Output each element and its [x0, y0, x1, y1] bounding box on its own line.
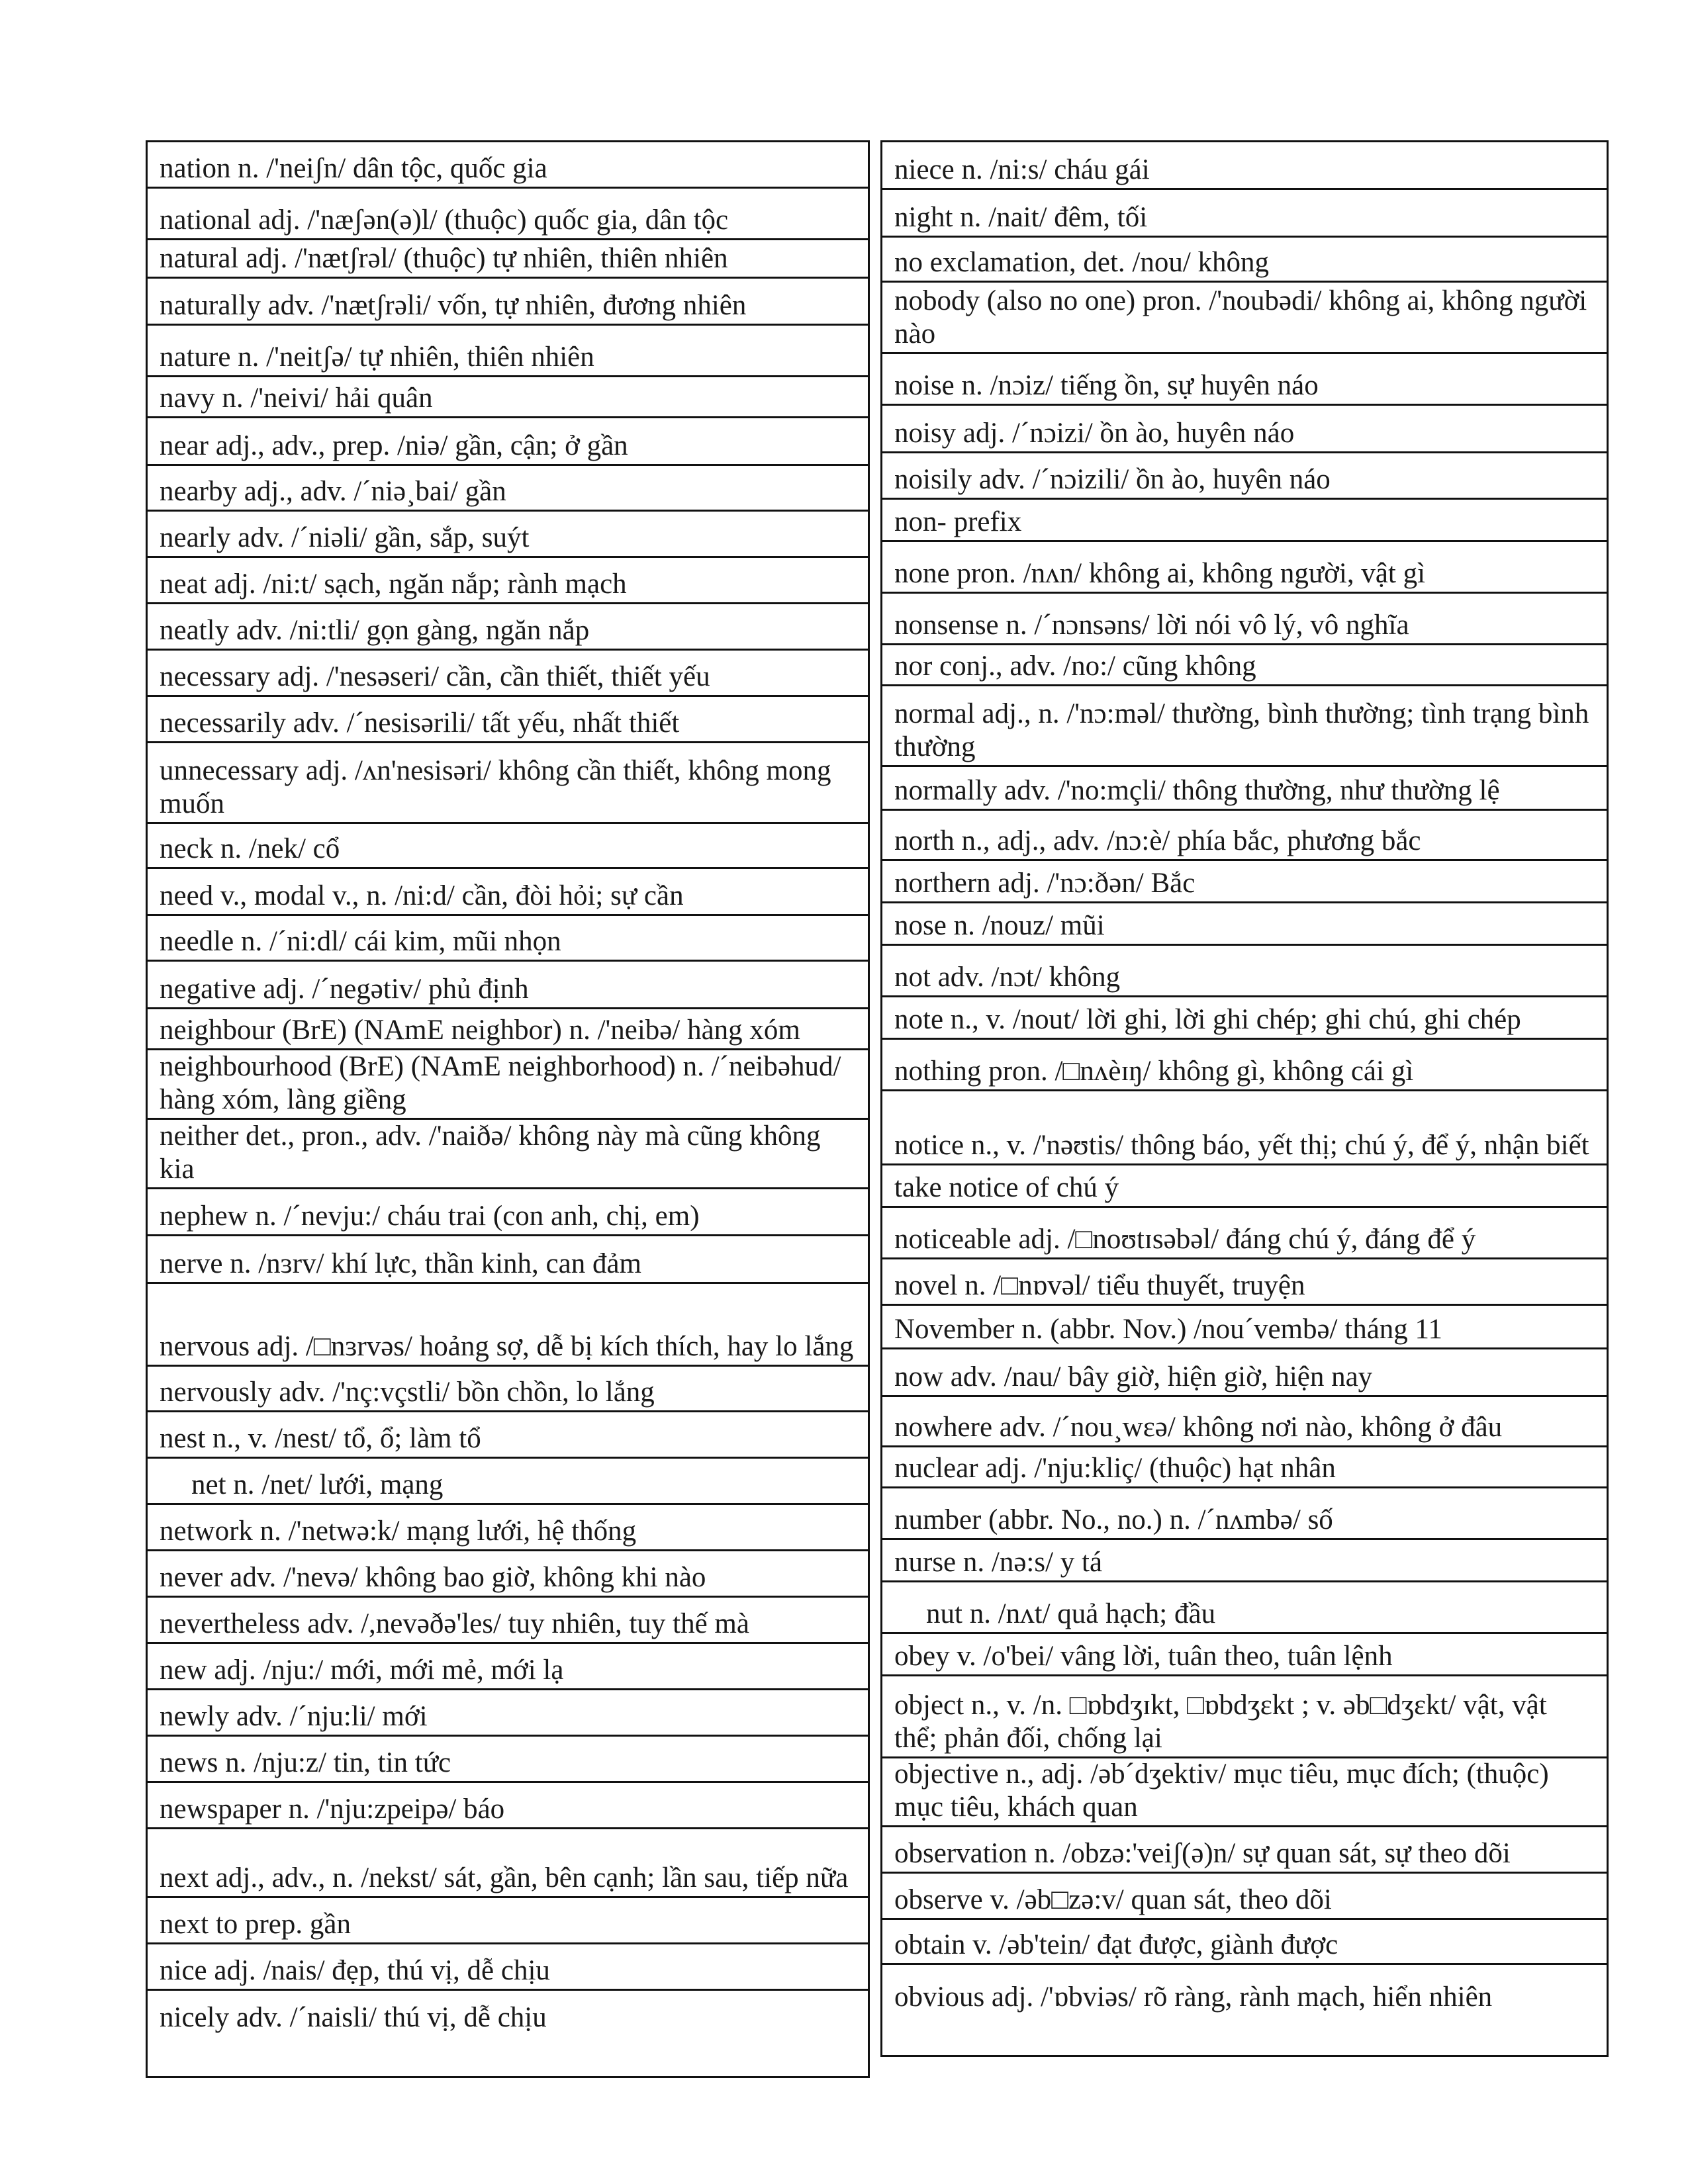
list-item — [882, 1920, 1607, 1965]
list-item — [882, 1758, 1607, 1827]
list-item — [882, 1165, 1607, 1208]
entry-text: normal adj., n. /'nɔ:məl/ thường, bình thường; tình trạng bình thường — [894, 698, 1589, 762]
list-item — [148, 558, 868, 604]
list-item — [148, 377, 868, 418]
entry-text: noticeable adj. /□noʊtɪsəbəl/ đáng chú ý, đáng để ý — [894, 1224, 1476, 1255]
entry-text: November n. (abbr. Nov.) /nou´vembə/ tháng 11 — [894, 1314, 1442, 1345]
list-item — [882, 1874, 1607, 1920]
list-item — [148, 240, 868, 279]
list-item — [148, 1829, 868, 1898]
list-item — [148, 1505, 868, 1551]
entry-text: neat adj. /ni:t/ sạch, ngăn nắp; rành mạch — [160, 569, 627, 600]
list-item — [882, 354, 1607, 406]
right-column — [880, 140, 1609, 2057]
entry-text: nonsense n. /´nɔnsəns/ lời nói vô lý, vô nghĩa — [894, 610, 1409, 641]
entry-text: navy n. /'neivi/ hải quân — [160, 383, 433, 414]
entry-text: negative adj. /´negətiv/ phủ định — [160, 974, 529, 1005]
list-item — [148, 962, 868, 1009]
list-item — [882, 1488, 1607, 1540]
list-item — [882, 903, 1607, 946]
list-item — [148, 1009, 868, 1050]
list-item — [148, 1236, 868, 1284]
entry-text: take notice of chú ý — [894, 1172, 1119, 1203]
entry-text: noise n. /nɔiz/ tiếng ồn, sự huyên náo — [894, 370, 1319, 401]
list-item — [148, 189, 868, 240]
list-item — [148, 824, 868, 869]
list-item — [148, 1737, 868, 1783]
entry-text: nevertheless adv. /,nevəðə'les/ tuy nhiên, tuy thế mà — [160, 1608, 749, 1639]
list-item — [882, 1040, 1607, 1091]
list-item — [882, 190, 1607, 238]
entry-text: next adj., adv., n. /nekst/ sát, gần, bên cạnh; lần sau, tiếp nữa — [160, 1862, 849, 1893]
entry-text: news n. /nju:z/ tin, tin tức — [160, 1747, 451, 1778]
list-item — [148, 1898, 868, 1944]
list-item — [882, 1349, 1607, 1397]
entry-text: network n. /'netwə:k/ mạng lưới, hệ thống — [160, 1516, 637, 1547]
entry-text: neatly adv. /ni:tli/ gọn gàng, ngăn nắp — [160, 615, 590, 646]
list-item — [882, 1397, 1607, 1447]
entry-text: neither det., pron., adv. /'naiðə/ không này mà cũng không kia — [160, 1120, 821, 1185]
list-item — [882, 1091, 1607, 1165]
entry-text: objective n., adj. /əb´dʒektiv/ mục tiêu, mục đích; (thuộc) mục tiêu, khách quan — [894, 1758, 1549, 1823]
entry-text: nest n., v. /nest/ tổ, ổ; làm tổ — [160, 1423, 481, 1454]
list-item — [148, 697, 868, 743]
entry-text: nurse n. /nə:s/ y tá — [894, 1547, 1103, 1578]
entry-text: obvious adj. /'ɒbviəs/ rõ ràng, rành mạch, hiển nhiên — [894, 1981, 1493, 2013]
list-item — [148, 1944, 868, 1991]
entry-text: necessarily adv. /´nesisərili/ tất yếu, nhất thiết — [160, 707, 680, 739]
list-item — [882, 686, 1607, 767]
list-item — [882, 453, 1607, 500]
list-item — [882, 594, 1607, 645]
entry-text: nose n. /nouz/ mũi — [894, 910, 1105, 941]
list-item — [882, 1447, 1607, 1488]
entry-text: noisy adj. /´nɔizi/ ồn ào, huyên náo — [894, 418, 1295, 449]
entry-text: north n., adj., adv. /nɔ:è/ phía bắc, phương bắc — [894, 825, 1421, 856]
list-item — [882, 1827, 1607, 1874]
list-item — [148, 743, 868, 824]
list-item — [148, 651, 868, 697]
entry-text: naturally adv. /'nætʃrəli/ vốn, tự nhiên, đương nhiên — [160, 290, 747, 321]
entry-text: nut n. /nʌt/ quả hạch; đầu — [926, 1598, 1216, 1629]
list-item — [148, 279, 868, 326]
entry-text: notice n., v. /'nəʊtis/ thông báo, yết thị; chú ý, để ý, nhận biết — [894, 1130, 1589, 1161]
entry-text: net n. /net/ lưới, mạng — [191, 1469, 444, 1500]
list-item — [882, 542, 1607, 594]
entry-text: nicely adv. /´naisli/ thú vị, dễ chịu — [160, 2002, 547, 2033]
entry-text: nation n. /'neiʃn/ dân tộc, quốc gia — [160, 153, 547, 184]
list-item — [148, 916, 868, 962]
list-item — [148, 1598, 868, 1644]
entry-text: nervously adv. /'nç:vçstli/ bồn chồn, lo lắng — [160, 1377, 655, 1408]
entry-text: never adv. /'nevə/ không bao giờ, không khi nào — [160, 1562, 706, 1593]
list-item — [148, 1412, 868, 1459]
entry-text: nuclear adj. /'nju:kliç/ (thuộc) hạt nhân — [894, 1453, 1336, 1484]
list-item — [148, 512, 868, 558]
entry-text: non- prefix — [894, 506, 1022, 537]
entry-text: nearly adv. /´niəli/ gần, sắp, suýt — [160, 522, 530, 553]
list-item — [882, 1676, 1607, 1758]
list-item — [148, 1120, 868, 1189]
list-item — [882, 1259, 1607, 1306]
list-item — [882, 645, 1607, 686]
list-item — [882, 283, 1607, 354]
entry-text: note n., v. /nout/ lời ghi, lời ghi chép; ghi chú, ghi chép — [894, 1004, 1521, 1035]
entry-text: niece n. /ni:s/ cháu gái — [894, 154, 1150, 185]
entry-text: object n., v. /n. □ɒbdʒɪkt, □ɒbdʒɛkt ; v. əb□dʒɛkt/ vật, vật thể; phản đối, chống lại — [894, 1690, 1547, 1754]
list-item — [148, 418, 868, 466]
entry-text: nor conj., adv. /no:/ cũng không — [894, 651, 1256, 682]
entry-text: nothing pron. /□nʌèɪŋ/ không gì, không cái gì — [894, 1056, 1414, 1087]
entry-text: newly adv. /´nju:li/ mới — [160, 1701, 428, 1732]
entry-text: not adv. /nɔt/ không — [894, 962, 1121, 993]
list-item — [148, 1783, 868, 1829]
entry-text: unnecessary adj. /ʌn'nesisəri/ không cần thiết, không mong muốn — [160, 755, 831, 819]
list-item — [148, 604, 868, 651]
list-item — [148, 142, 868, 189]
entry-text: noisily adv. /´nɔizili/ ồn ào, huyên náo — [894, 464, 1331, 495]
list-item — [148, 1690, 868, 1737]
list-item — [882, 500, 1607, 542]
list-item — [148, 1991, 868, 2036]
left-column — [146, 140, 870, 2078]
list-item — [882, 1582, 1607, 1634]
entry-text: none pron. /nʌn/ không ai, không người, vật gì — [894, 558, 1426, 589]
entry-text: observe v. /əb□zə:v/ quan sát, theo dõi — [894, 1884, 1332, 1915]
list-item — [882, 1634, 1607, 1676]
list-item — [148, 1189, 868, 1236]
list-item — [882, 767, 1607, 811]
list-item — [882, 1965, 1607, 2015]
entry-text: neighbourhood (BrE) (NAmE neighborhood) n. /´neibəhud/ hàng xóm, làng giềng — [160, 1051, 841, 1115]
entry-text: nervous adj. /□nɜrvəs/ hoảng sợ, dễ bị kích thích, hay lo lắng — [160, 1331, 854, 1362]
list-item — [882, 861, 1607, 903]
entry-text: neck n. /nek/ cổ — [160, 833, 340, 864]
list-item — [882, 406, 1607, 453]
entry-text: neighbour (BrE) (NAmE neighbor) n. /'neibə/ hàng xóm — [160, 1015, 800, 1046]
entry-text: obey v. /o'bei/ vâng lời, tuân theo, tuân lệnh — [894, 1641, 1393, 1672]
entry-text: nowhere adv. /´nou¸wɛə/ không nơi nào, không ở đâu — [894, 1412, 1503, 1443]
list-item — [148, 466, 868, 512]
entry-text: next to prep. gần — [160, 1909, 351, 1940]
entry-text: new adj. /nju:/ mới, mới mẻ, mới lạ — [160, 1655, 564, 1686]
list-item — [148, 869, 868, 916]
list-item — [882, 238, 1607, 283]
list-item — [882, 811, 1607, 861]
list-item — [148, 1644, 868, 1690]
entry-text: needle n. /´ni:dl/ cái kim, mũi nhọn — [160, 926, 561, 957]
entry-text: obtain v. /əb'tein/ đạt được, giành được — [894, 1929, 1338, 1960]
entry-text: novel n. /□nɒvəl/ tiểu thuyết, truyện — [894, 1270, 1305, 1301]
entry-text: newspaper n. /'nju:zpeipə/ báo — [160, 1794, 505, 1825]
entry-text: nobody (also no one) pron. /'noubədi/ không ai, không người nào — [894, 285, 1587, 349]
entry-text: nerve n. /nɜrv/ khí lực, thần kinh, can đảm — [160, 1248, 641, 1279]
list-item — [148, 326, 868, 377]
entry-text: near adj., adv., prep. /niə/ gần, cận; ở gần — [160, 430, 628, 461]
list-item — [882, 1540, 1607, 1582]
entry-text: nature n. /'neitʃə/ tự nhiên, thiên nhiên — [160, 341, 594, 373]
entry-text: no exclamation, det. /nou/ không — [894, 247, 1270, 278]
entry-text: northern adj. /'nɔ:ðən/ Bắc — [894, 868, 1196, 899]
entry-text: number (abbr. No., no.) n. /´nʌmbə/ số — [894, 1504, 1333, 1535]
entry-text: nice adj. /nais/ đẹp, thú vị, dễ chịu — [160, 1955, 550, 1986]
entry-text: necessary adj. /'nesəseri/ cần, cần thiết, thiết yếu — [160, 661, 710, 692]
list-item — [148, 1459, 868, 1505]
entry-text: nearby adj., adv. /´niə¸bai/ gần — [160, 476, 506, 507]
list-item — [882, 1208, 1607, 1259]
list-item — [148, 1050, 868, 1120]
entry-text: need v., modal v., n. /ni:d/ cần, đòi hỏi; sự cần — [160, 880, 684, 911]
list-item — [882, 1306, 1607, 1349]
list-item — [882, 997, 1607, 1040]
list-item — [882, 946, 1607, 997]
list-item — [148, 1284, 868, 1367]
entry-text: observation n. /obzə:'veiʃ(ə)n/ sự quan sát, sự theo dõi — [894, 1838, 1511, 1869]
list-item — [148, 1367, 868, 1412]
entry-text: national adj. /'næʃən(ə)l/ (thuộc) quốc gia, dân tộc — [160, 205, 729, 236]
entry-text: nephew n. /´nevju:/ cháu trai (con anh, chị, em) — [160, 1201, 700, 1232]
entry-text: normally adv. /'no:mçli/ thông thường, như thường lệ — [894, 775, 1500, 806]
list-item — [882, 142, 1607, 190]
entry-text: natural adj. /'nætʃrəl/ (thuộc) tự nhiên, thiên nhiên — [160, 243, 728, 274]
entry-text: night n. /nait/ đêm, tối — [894, 202, 1148, 233]
entry-text: now adv. /nau/ bây giờ, hiện giờ, hiện nay — [894, 1361, 1373, 1392]
list-item — [148, 1551, 868, 1598]
